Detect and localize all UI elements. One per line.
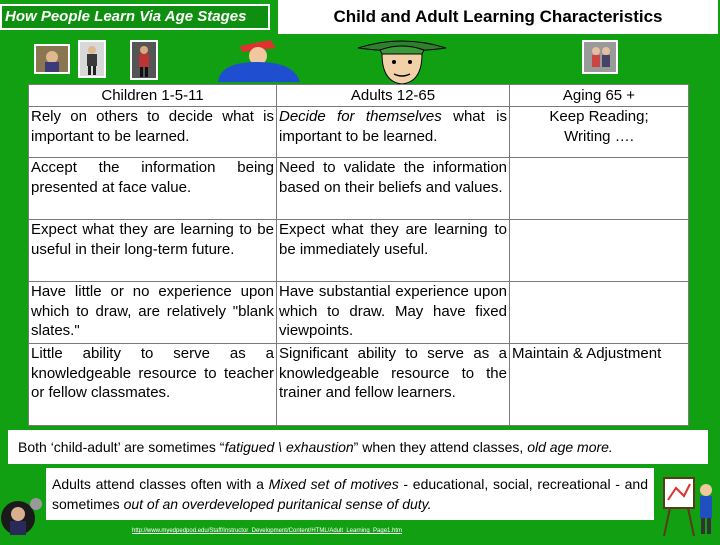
page-title: Child and Adult Learning Characteristics (278, 0, 718, 34)
table-row (29, 220, 689, 282)
table-row (29, 107, 689, 158)
cell-adult: Significant ability to serve as a knowledgeable resource to the trainer and fellow learners. (277, 344, 510, 426)
cell-adult: Have substantial experience upon which to draw. May have fixed viewpoints. (277, 282, 510, 344)
table-header-row (29, 85, 689, 107)
cell-adult-text: what is important to be learned. (279, 108, 507, 145)
cell-aging: Maintain & Adjustment (510, 344, 689, 426)
cell-child: Rely on others to decide what is important to be learned. (29, 107, 277, 158)
cell-child: Little ability to serve as a knowledgeable resource to teacher or fellow classmates. (29, 344, 277, 426)
cell-adult: Need to validate the information based on their beliefs and values. (277, 158, 510, 220)
source-link[interactable]: http://www.myedpedpod.edu/Staff/Instructor_Development/Content/HTML/Adult_Learning_Page1.htm (132, 528, 403, 534)
photo-child-1 (34, 44, 70, 74)
cell-child: Accept the information being presented at face value. (29, 158, 277, 220)
cell-aging: Keep Reading; Writing …. (510, 107, 689, 158)
column-header-children: Children 1-5-11 (29, 85, 277, 107)
photo-child-2 (78, 40, 106, 78)
note-fatigue-text-2: ” when they attend classes, (353, 439, 528, 455)
photo-child-3 (130, 40, 158, 80)
table-row (29, 344, 689, 426)
note-motives-emphasis-2: out of an overdeveloped puritanical sense of duty. (123, 496, 432, 512)
note-motives-text-2: - educational, social, recreational - and sometimes (52, 476, 648, 512)
section-subtitle: How People Learn Via Age Stages (0, 4, 270, 30)
cell-aging (510, 220, 689, 282)
cell-aging (510, 282, 689, 344)
note-fatigue-text-1: Both ‘child-adult’ are sometimes “ (18, 439, 225, 455)
note-fatigue-emphasis: fatigued \ exhaustion (224, 439, 354, 455)
learning-characteristics-table (28, 84, 689, 426)
column-header-adults: Adults 12-65 (277, 85, 510, 107)
cell-aging (510, 158, 689, 220)
painter-easel-icon (660, 470, 720, 538)
note-motives (46, 468, 654, 520)
photo-aging (582, 40, 618, 74)
note-motives-emphasis: Mixed set of motives (268, 476, 399, 492)
cell-adult-emphasis: Decide for themselves (279, 108, 442, 125)
table-row (29, 282, 689, 344)
cell-adult: Expect what they are learning to be immediately useful. (277, 220, 510, 282)
adult-cartoon-icon (352, 38, 452, 84)
cell-adult (277, 107, 510, 158)
note-fatigue-emphasis-2: old age more. (527, 439, 613, 455)
table-row (29, 158, 689, 220)
child-cartoon-icon (210, 38, 302, 82)
note-fatigue (8, 430, 708, 464)
column-header-aging: Aging 65 + (510, 85, 689, 107)
cell-child: Expect what they are learning to be useful in their long-term future. (29, 220, 277, 282)
cell-child: Have little or no experience upon which to draw, are relatively "blank slates." (29, 282, 277, 344)
speaker-photo-icon (0, 490, 44, 540)
note-motives-text-1: Adults attend classes often with a (52, 476, 269, 492)
